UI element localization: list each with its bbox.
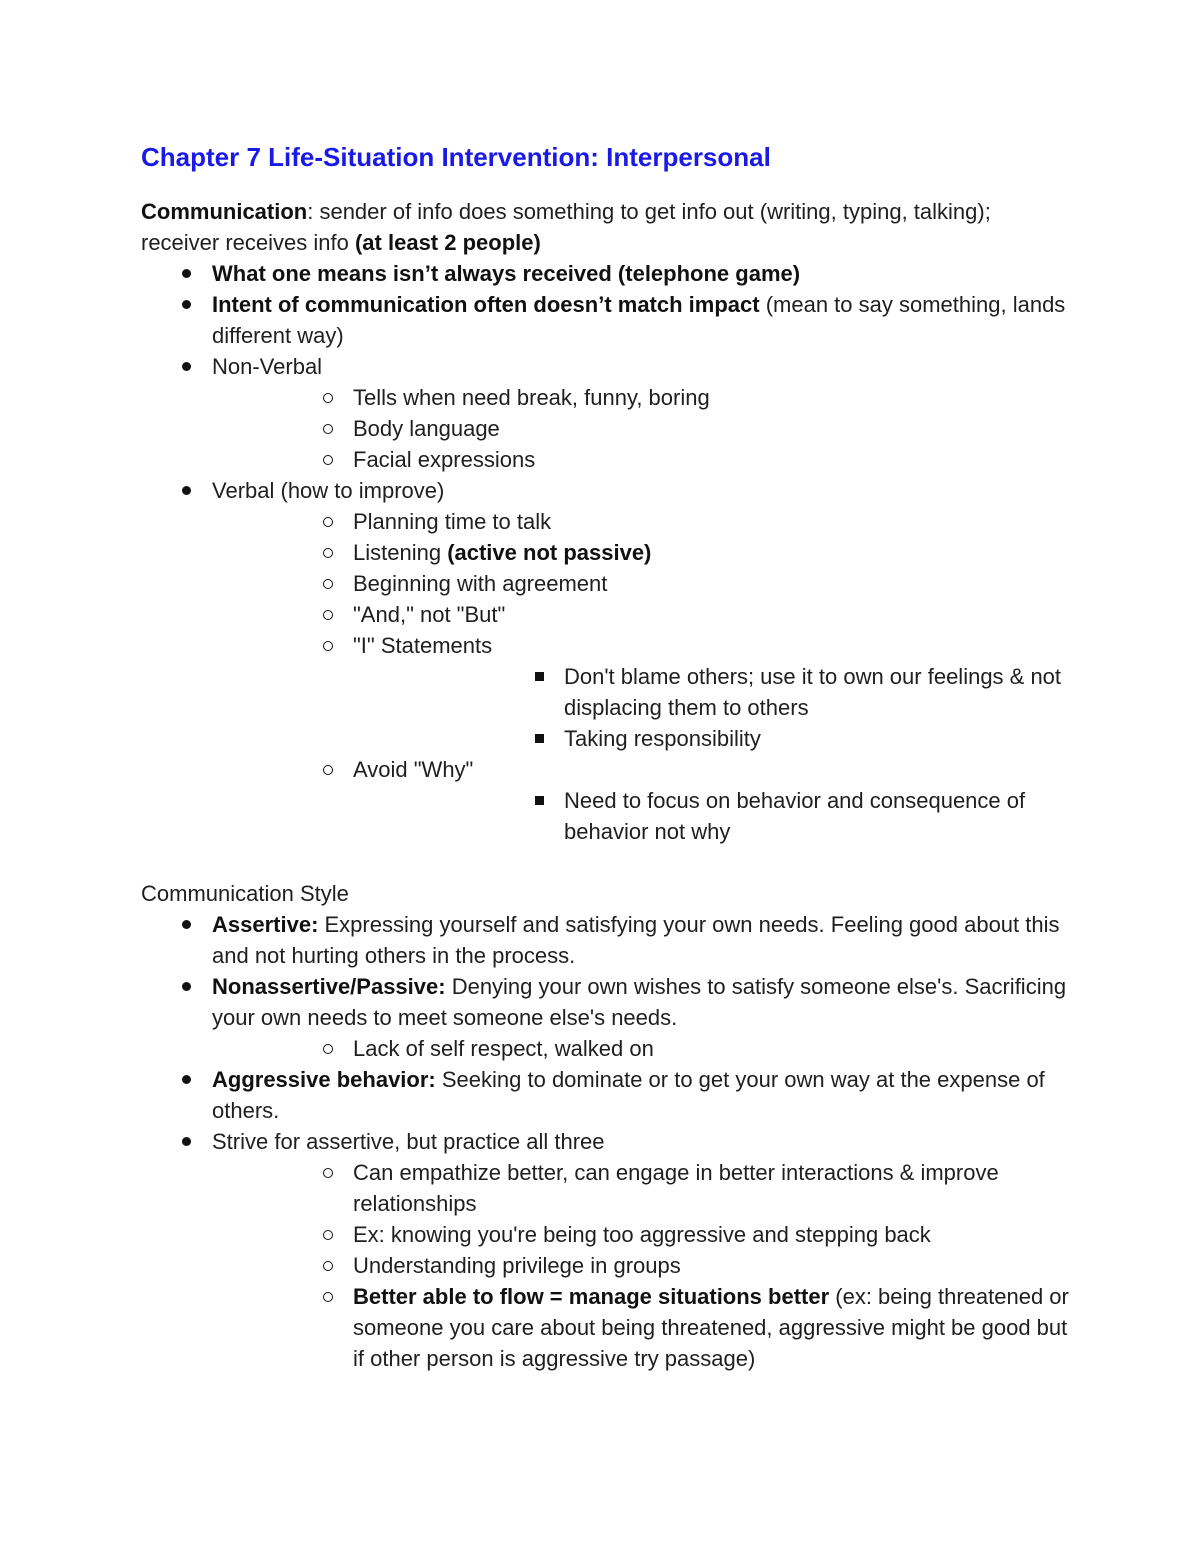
list-item-strive: Strive for assertive, but practice all three Can empathize better, can engage in better interactions & improve relationships Ex: knowing you're being too aggressive and stepping back Understanding privilege in groups Better able to flow = manage situations better (ex: being threatened or someone you care about being threatened, aggressive might be good but if other person is aggressive try passage)	[141, 1126, 1071, 1374]
sub-list-item: Can empathize better, can engage in better interactions & improve relationships	[212, 1157, 1071, 1219]
bullet-icon	[176, 971, 196, 1002]
communication-style-heading: Communication Style	[141, 881, 349, 906]
why-sublist	[353, 785, 1071, 847]
bullet-icon	[176, 1064, 196, 1095]
sub-sub-list-item: Don't blame others; use it to own our feelings & not displacing them to others	[353, 661, 1071, 723]
bullet-icon	[176, 475, 196, 506]
circle-bullet-icon	[318, 1157, 338, 1188]
strive-sublist	[212, 1157, 1071, 1374]
sub-list-item: Avoid "Why" Need to focus on behavior and consequence of behavior not why	[212, 754, 1071, 847]
circle-bullet-icon	[318, 568, 338, 599]
document-page	[141, 140, 1071, 1374]
communication-def-text: : sender of info does something to get info out (writing, typing, talking); receiver receives info	[141, 199, 991, 255]
communication-definition	[141, 196, 1071, 258]
communication-note: (at least 2 people)	[354, 230, 541, 255]
communication-list	[141, 258, 1071, 847]
document-title: Chapter 7 Life-Situation Intervention: Interpersonal	[141, 142, 771, 172]
circle-bullet-icon	[318, 413, 338, 444]
list-item: Intent of communication often doesn’t match impact (mean to say something, lands different way)	[141, 289, 1071, 351]
sub-list-item: Ex: knowing you're being too aggressive and stepping back	[212, 1219, 1071, 1250]
sub-list-item: Planning time to talk	[212, 506, 1071, 537]
circle-bullet-icon	[318, 444, 338, 475]
circle-bullet-icon	[318, 1033, 338, 1064]
square-bullet-icon	[529, 785, 549, 816]
communication-term: Communication	[141, 199, 308, 224]
bullet-icon	[176, 258, 196, 289]
sub-sub-list-item: Need to focus on behavior and consequence of behavior not why	[353, 785, 1071, 847]
list-item-assertive: Assertive: Expressing yourself and satisfying your own needs. Feeling good about this and not hurting others in the process.	[141, 909, 1071, 971]
sub-list-item: Tells when need break, funny, boring	[212, 382, 1071, 413]
sub-list-item: Listening (active not passive)	[212, 537, 1071, 568]
list-item-passive: Nonassertive/Passive: Denying your own wishes to satisfy someone else's. Sacrificing your own needs to meet someone else's needs. Lack of self respect, walked on	[141, 971, 1071, 1064]
sub-list-item: "And," not "But"	[212, 599, 1071, 630]
circle-bullet-icon	[318, 630, 338, 661]
i-statements-sublist	[353, 661, 1071, 754]
square-bullet-icon	[529, 723, 549, 754]
list-item-nonverbal: Non-Verbal Tells when need break, funny, boring Body language Facial expressions	[141, 351, 1071, 475]
square-bullet-icon	[529, 661, 549, 692]
sub-list-item: Lack of self respect, walked on	[212, 1033, 1071, 1064]
bullet-icon	[176, 909, 196, 940]
circle-bullet-icon	[318, 1219, 338, 1250]
sub-sub-list-item: Taking responsibility	[353, 723, 1071, 754]
circle-bullet-icon	[318, 754, 338, 785]
passive-sublist	[212, 1033, 1071, 1064]
verbal-sublist	[212, 506, 1071, 847]
nonverbal-sublist	[212, 382, 1071, 475]
circle-bullet-icon	[318, 537, 338, 568]
sub-list-item: Beginning with agreement	[212, 568, 1071, 599]
bullet-icon	[176, 351, 196, 382]
communication-style-list	[141, 909, 1071, 1374]
sub-list-item: Better able to flow = manage situations better (ex: being threatened or someone you care about being threatened, aggressive might be good but if other person is aggressive try passage)	[212, 1281, 1071, 1374]
blank-line	[141, 847, 1071, 878]
circle-bullet-icon	[318, 382, 338, 413]
sub-list-item: "I" Statements Don't blame others; use it to own our feelings & not displacing them to others Taking responsibility	[212, 630, 1071, 754]
sub-list-item: Facial expressions	[212, 444, 1071, 475]
list-item-verbal: Verbal (how to improve) Planning time to talk Listening (active not passive) Beginning with agreement "And," not "But" "I" Statements Don't blame others; use it to own our feelings & not displacing them to others Taking responsibility Avoid "Why" Need to focus on behavior and consequence of behavior not why	[141, 475, 1071, 847]
list-item: What one means isn’t always received (telephone game)	[141, 258, 1071, 289]
sub-list-item: Understanding privilege in groups	[212, 1250, 1071, 1281]
sub-list-item: Body language	[212, 413, 1071, 444]
circle-bullet-icon	[318, 506, 338, 537]
bullet-icon	[176, 289, 196, 320]
circle-bullet-icon	[318, 1281, 338, 1312]
circle-bullet-icon	[318, 599, 338, 630]
bullet-icon	[176, 1126, 196, 1157]
list-item-aggressive: Aggressive behavior: Seeking to dominate or to get your own way at the expense of others.	[141, 1064, 1071, 1126]
circle-bullet-icon	[318, 1250, 338, 1281]
